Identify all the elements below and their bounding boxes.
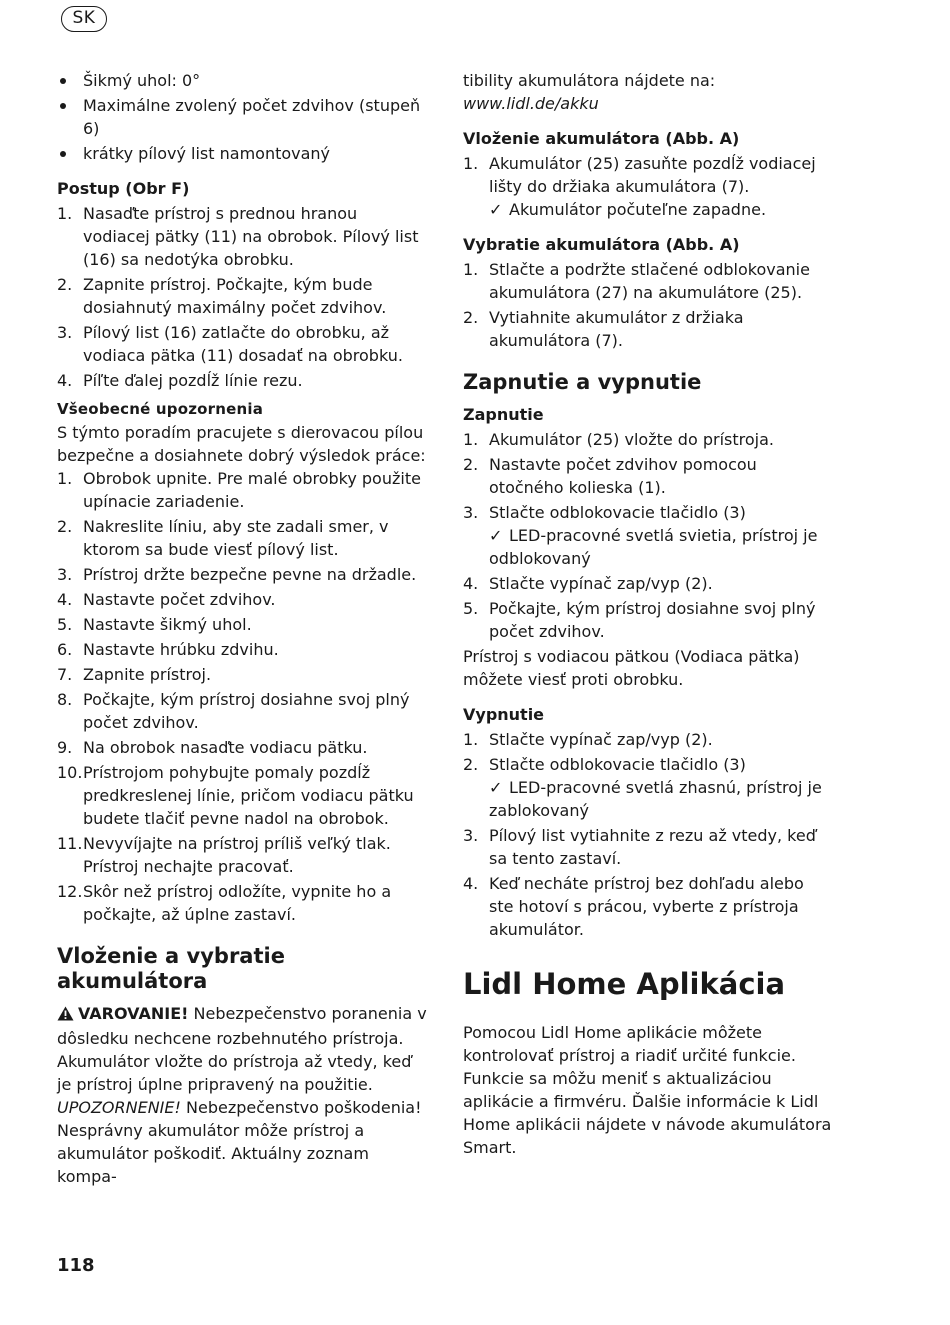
list-item: 3. Pílový list (16) zatlačte do obrobku, až vodiaca pätka (11) dosadať na obrobku. [57, 323, 403, 365]
switch-on-note: Prístroj s vodiacou pätkou (Vodiaca pätka) môžete viesť proti obrobku. [463, 647, 800, 689]
page-number: 118 [57, 1255, 95, 1276]
notice-text: Nebezpečenstvo poškodenia! Nesprávny akumulátor môže prístroj a akumulátor poškodiť. Aktuálny zoznam kompa- [57, 1098, 422, 1186]
list-item: 7. Zapnite prístroj. [57, 665, 212, 684]
list-item: 5. Nastavte šikmý uhol. [57, 615, 252, 634]
list-item: 11. Nevyvíjajte na prístroj príliš veľký tlak. Prístroj nechajte pracovať. [57, 834, 391, 876]
list-item: 2. Stlačte odblokovacie tlačidlo (3) ✓ LED-pracovné svetlá zhasnú, prístroj je zablokovaný [463, 753, 833, 822]
warning-paragraph [57, 1002, 427, 1096]
list-item: 3. Pílový list vytiahnite z rezu až vtedy, keď sa tento zastaví. [463, 826, 816, 868]
compatibility-paragraph: tibility akumulátora nájdete na: www.lidl.de/akku [463, 71, 716, 113]
compatibility-link[interactable]: www.lidl.de/akku [463, 94, 599, 113]
list-item: 4. Píľte ďalej pozdĺž línie rezu. [57, 371, 303, 390]
bullet-item: Maximálne zvolený počet zdvihov (stupeň 6) [57, 94, 427, 140]
list-item: 1. Obrobok upnite. Pre malé obrobky použite upínacie zariadenie. [57, 469, 421, 511]
lidl-home-app-heading: Lidl Home Aplikácia [463, 967, 786, 1001]
on-off-section-heading: Zapnutie a vypnutie [463, 370, 702, 394]
list-item: 9. Na obrobok nasaďte vodiacu pätku. [57, 738, 368, 757]
procedure-heading: Postup (Obr F) [57, 179, 190, 198]
list-item: 3. Prístroj držte bezpečne pevne na držadle. [57, 565, 417, 584]
remove-battery-heading: Vybratie akumulátora (Abb. A) [463, 235, 740, 254]
insert-battery-steps [463, 152, 833, 221]
language-badge: SK [61, 6, 107, 32]
settings-bullet-list [57, 69, 427, 165]
bullet-dot-icon [60, 151, 66, 157]
checkmark-icon: ✓ [489, 778, 503, 797]
list-item: 1. Nasaďte prístroj s prednou hranou vodiacej pätky (11) na obrobok. Pílový list (16) sa nedotýka obrobku. [57, 204, 419, 269]
bullet-dot-icon [60, 78, 66, 84]
result-line: ✓ Akumulátor počuteľne zapadne. [489, 200, 767, 219]
list-item: 4. Nastavte počet zdvihov. [57, 590, 276, 609]
left-column [57, 69, 427, 1188]
list-item: 1. Akumulátor (25) zasuňte pozdĺž vodiacej lišty do držiaka akumulátora (7). ✓ Akumulátor počuteľne zapadne. [463, 152, 833, 221]
list-item: 8. Počkajte, kým prístroj dosiahne svoj plný počet zdvihov. [57, 690, 410, 732]
switch-on-steps [463, 428, 833, 643]
result-line: ✓ LED-pracovné svetlá svietia, prístroj je odblokovaný [489, 526, 818, 568]
remove-battery-steps [463, 258, 833, 352]
bullet-item: Šikmý uhol: 0° [57, 69, 427, 92]
list-item: 2. Nastavte počet zdvihov pomocou otočného kolieska (1). [463, 455, 757, 497]
bullet-item: krátky pílový list namontovaný [57, 142, 427, 165]
warning-label: VAROVANIE! [78, 1004, 189, 1023]
list-item: 1. Akumulátor (25) vložte do prístroja. [463, 430, 774, 449]
switch-off-steps [463, 728, 833, 941]
result-line: ✓ LED-pracovné svetlá zhasnú, prístroj je zablokovaný [489, 778, 822, 820]
general-notes-intro: S týmto poradím pracujete s dierovacou pílou bezpečne a dosiahnete dobrý výsledok práce: [57, 423, 426, 465]
list-item: 5. Počkajte, kým prístroj dosiahne svoj plný počet zdvihov. [463, 599, 816, 641]
list-item: 10. Prístrojom pohybujte pomaly pozdĺž predkreslenej línie, pričom vodiacu pätku budete tlačiť pevne nadol na obrobok. [57, 763, 414, 828]
warning-triangle-icon [57, 1004, 74, 1027]
list-item: 2. Nakreslite líniu, aby ste zadali smer, v ktorom sa bude viesť pílový list. [57, 517, 389, 559]
checkmark-icon: ✓ [489, 200, 503, 219]
battery-section-heading: Vloženie a vybratie akumulátora [57, 944, 285, 993]
general-steps [57, 467, 427, 926]
list-item: 1. Stlačte vypínač zap/vyp (2). [463, 730, 713, 749]
list-item: 12. Skôr než prístroj odložíte, vypnite ho a počkajte, až úplne zastaví. [57, 882, 392, 924]
general-notes-heading: Všeobecné upozornenia [57, 400, 264, 418]
list-item: 2. Vytiahnite akumulátor z držiaka akumulátora (7). [463, 308, 744, 350]
right-column [463, 69, 833, 1159]
switch-on-heading: Zapnutie [463, 405, 544, 424]
switch-off-heading: Vypnutie [463, 705, 545, 724]
insert-battery-heading: Vloženie akumulátora (Abb. A) [463, 129, 740, 148]
notice-paragraph [57, 1096, 427, 1188]
list-item: 3. Stlačte odblokovacie tlačidlo (3) ✓ LED-pracovné svetlá svietia, prístroj je odblokovaný [463, 501, 833, 570]
list-item: 6. Nastavte hrúbku zdvihu. [57, 640, 279, 659]
list-item: 4. Stlačte vypínač zap/vyp (2). [463, 574, 713, 593]
notice-label: UPOZORNENIE! [57, 1098, 181, 1117]
lidl-home-app-paragraph: Pomocou Lidl Home aplikácie môžete kontrolovať prístroj a riadiť určité funkcie. Funkcie sa môžu meniť s aktualizáciou aplikácie a firmvéru. Ďalšie informácie k Lidl Home aplikácii nájdete v návode akumulátora Smart. [463, 1023, 832, 1157]
list-item: 4. Keď necháte prístroj bez dohľadu alebo ste hotoví s prácou, vyberte z prístroja akumulátor. [463, 874, 804, 939]
bullet-dot-icon [60, 103, 66, 109]
checkmark-icon: ✓ [489, 526, 503, 545]
warning-text: Nebezpečenstvo poranenia v dôsledku nechcene rozbehnutého prístroja. Akumulátor vložte do prístroja až vtedy, keď je prístroj úplne pripravený na použitie. [57, 1004, 427, 1094]
list-item: 1. Stlačte a podržte stlačené odblokovanie akumulátora (27) na akumulátore (25). [463, 260, 810, 302]
procedure-steps [57, 202, 427, 392]
list-item: 2. Zapnite prístroj. Počkajte, kým bude dosiahnutý maximálny počet zdvihov. [57, 275, 387, 317]
